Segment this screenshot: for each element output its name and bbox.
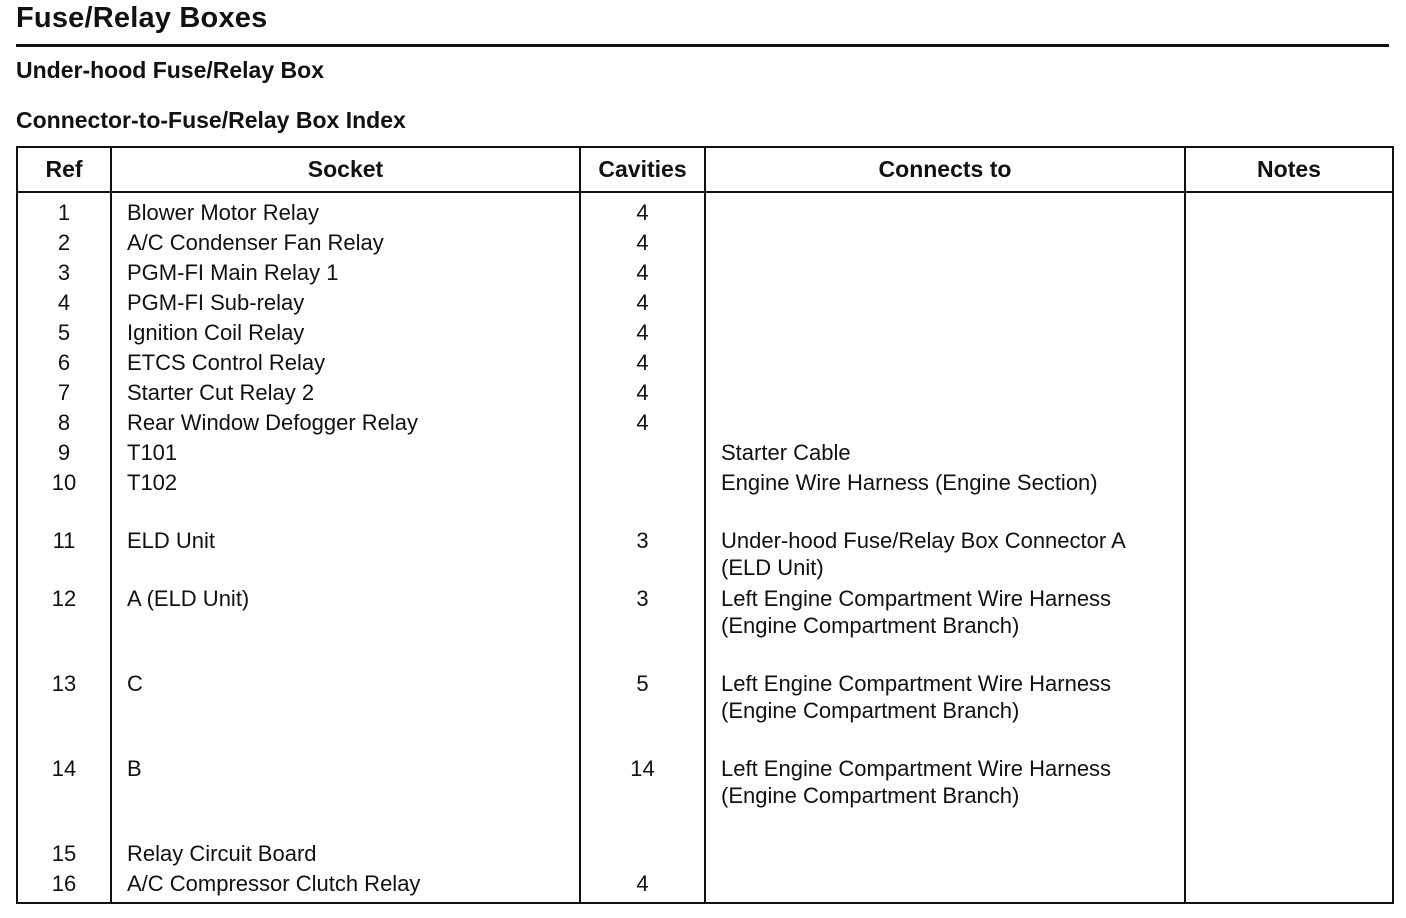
cell-socket: Ignition Coil Relay [111,319,580,349]
cell-socket: ETCS Control Relay [111,349,580,379]
cell-ref: 12 [17,585,111,670]
cell-socket: Rear Window Defogger Relay [111,409,580,439]
cell-ref: 13 [17,670,111,755]
cell-notes [1185,527,1393,585]
table-row [17,439,1393,469]
cell-cavities: 4 [580,259,705,289]
cell-notes [1185,755,1393,840]
cell-notes [1185,379,1393,409]
cell-notes [1185,469,1393,527]
header-cavities: Cavities [580,147,705,192]
cell-socket: T101 [111,439,580,469]
cell-notes [1185,289,1393,319]
cell-socket: A/C Compressor Clutch Relay [111,870,580,903]
table-row [17,259,1393,289]
table-row [17,585,1393,670]
table-row [17,319,1393,349]
title-divider [16,44,1389,47]
cell-notes [1185,259,1393,289]
cell-cavities: 4 [580,409,705,439]
cell-notes [1185,192,1393,229]
table-row [17,409,1393,439]
page-subtitle: Under-hood Fuse/Relay Box [16,57,324,83]
cell-cavities: 4 [580,379,705,409]
cell-cavities [580,840,705,870]
cell-socket: B [111,755,580,840]
cell-ref: 1 [17,192,111,229]
cell-connects-to: Starter Cable [705,439,1185,469]
cell-ref: 10 [17,469,111,527]
cell-cavities: 3 [580,527,705,585]
cell-connects-to [705,289,1185,319]
cell-cavities: 4 [580,870,705,903]
cell-cavities: 4 [580,289,705,319]
cell-notes [1185,229,1393,259]
cell-connects-to [705,259,1185,289]
cell-connects-to: Engine Wire Harness (Engine Section) [705,469,1185,527]
cell-socket: Blower Motor Relay [111,192,580,229]
page-title: Fuse/Relay Boxes [16,2,268,34]
cell-ref: 2 [17,229,111,259]
connects-to-line-1: Under-hood Fuse/Relay Box Connector A [721,528,1126,553]
table-row [17,870,1393,903]
cell-cavities [580,469,705,527]
cell-cavities: 4 [580,349,705,379]
cell-connects-to [705,192,1185,229]
cell-socket: A (ELD Unit) [111,585,580,670]
cell-ref: 11 [17,527,111,585]
cell-notes [1185,409,1393,439]
connects-to-line-2: (ELD Unit) [721,555,824,580]
header-connects-to: Connects to [705,147,1185,192]
cell-notes [1185,585,1393,670]
header-notes: Notes [1185,147,1393,192]
cell-cavities: 5 [580,670,705,755]
cell-ref: 8 [17,409,111,439]
cell-ref: 9 [17,439,111,469]
table-header-row [17,147,1393,192]
cell-socket: PGM-FI Main Relay 1 [111,259,580,289]
cell-ref: 6 [17,349,111,379]
cell-socket: PGM-FI Sub-relay [111,289,580,319]
cell-cavities: 4 [580,192,705,229]
cell-connects-to [705,755,1185,840]
cell-ref: 4 [17,289,111,319]
connects-to-line-2: (Engine Compartment Branch) [721,783,1020,808]
connector-index-table [16,146,1394,904]
cell-connects-to [705,379,1185,409]
header-ref: Ref [17,147,111,192]
cell-connects-to [705,527,1185,585]
table-row [17,527,1393,585]
table-row [17,289,1393,319]
cell-ref: 7 [17,379,111,409]
cell-notes [1185,349,1393,379]
cell-notes [1185,439,1393,469]
cell-socket: Starter Cut Relay 2 [111,379,580,409]
cell-cavities: 3 [580,585,705,670]
cell-cavities [580,439,705,469]
header-socket: Socket [111,147,580,192]
cell-connects-to [705,349,1185,379]
cell-ref: 3 [17,259,111,289]
cell-notes [1185,670,1393,755]
table-row [17,670,1393,755]
cell-socket: Relay Circuit Board [111,840,580,870]
section-title: Connector-to-Fuse/Relay Box Index [16,107,406,133]
cell-connects-to [705,319,1185,349]
cell-socket: T102 [111,469,580,527]
cell-cavities: 4 [580,229,705,259]
cell-connects-to [705,409,1185,439]
cell-socket: ELD Unit [111,527,580,585]
cell-socket: C [111,670,580,755]
table-row [17,192,1393,229]
table-row [17,840,1393,870]
cell-ref: 15 [17,840,111,870]
cell-ref: 5 [17,319,111,349]
table-row [17,229,1393,259]
cell-ref: 14 [17,755,111,840]
cell-cavities: 14 [580,755,705,840]
cell-connects-to [705,840,1185,870]
table-row [17,755,1393,840]
cell-connects-to [705,229,1185,259]
connects-to-line-1: Left Engine Compartment Wire Harness [721,586,1112,611]
connects-to-line-2: (Engine Compartment Branch) [721,698,1020,723]
table-row [17,349,1393,379]
cell-socket: A/C Condenser Fan Relay [111,229,580,259]
cell-cavities: 4 [580,319,705,349]
cell-connects-to [705,670,1185,755]
cell-ref: 16 [17,870,111,903]
cell-connects-to [705,870,1185,903]
connects-to-line-1: Left Engine Compartment Wire Harness [721,756,1112,781]
cell-notes [1185,870,1393,903]
cell-connects-to [705,585,1185,670]
connects-to-line-2: (Engine Compartment Branch) [721,613,1020,638]
table-row [17,469,1393,527]
cell-notes [1185,319,1393,349]
connects-to-line-1: Left Engine Compartment Wire Harness [721,671,1112,696]
table-row [17,379,1393,409]
cell-notes [1185,840,1393,870]
